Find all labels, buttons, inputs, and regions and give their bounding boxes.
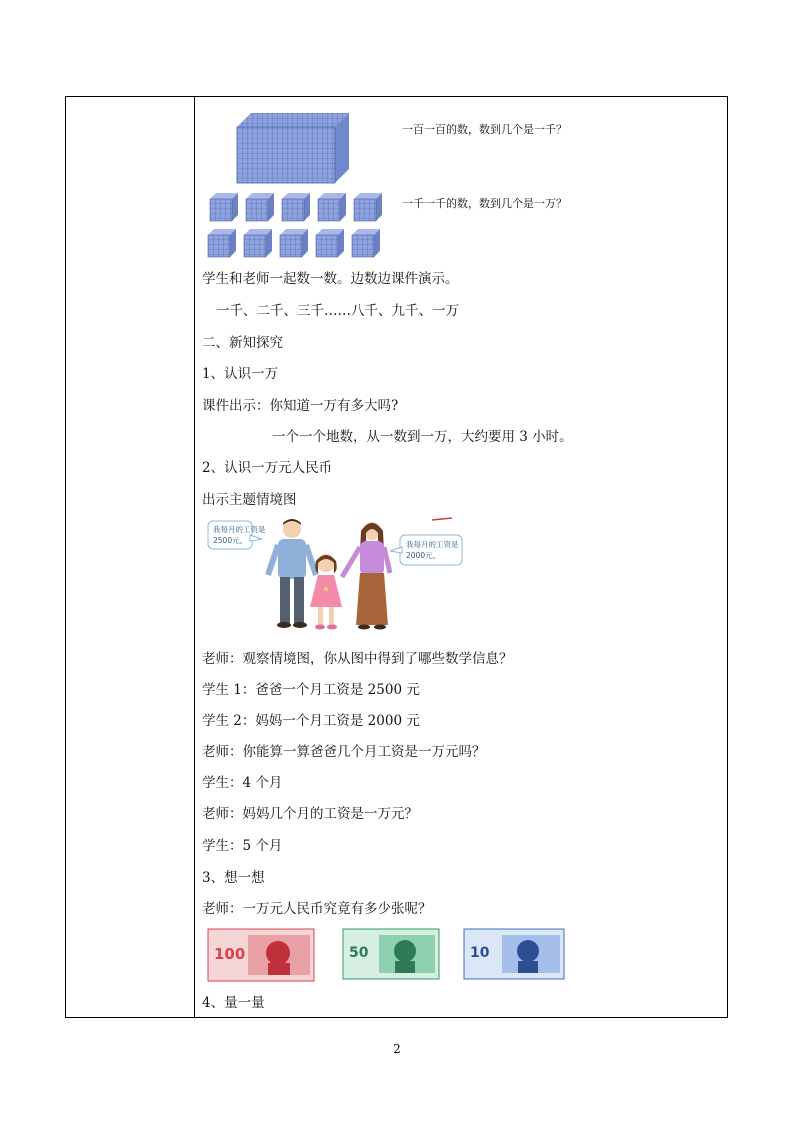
show-scene-text: 出示主题情境图	[202, 492, 297, 508]
column-divider	[194, 97, 195, 1017]
count-together-text: 学生和老师一起数一数。边数边课件演示。	[202, 271, 459, 287]
banknote-50-value: 50	[349, 945, 369, 961]
banknote-100-value: 100	[214, 945, 246, 963]
banknote-100	[208, 929, 314, 981]
item-3-heading: 3、想一想	[202, 870, 265, 886]
item-2-heading: 2、认识一万元人民币	[202, 460, 333, 476]
dad-figure	[268, 519, 316, 628]
item-1-heading: 1、认识一万	[202, 366, 279, 382]
ten-cubes-figure	[210, 193, 390, 259]
teacher-question-2: 老师：你能算一算爸爸几个月工资是一万元吗？	[202, 744, 486, 760]
family-scene-illustration	[206, 517, 466, 637]
student-answer-4: 学生：5 个月	[202, 838, 283, 854]
mom-bubble-line2: 2000元。	[406, 551, 441, 560]
mom-figure	[342, 522, 390, 630]
student-answer-1: 学生 1：爸爸一个月工资是 2500 元	[202, 682, 420, 698]
student-answer-2: 学生 2：妈妈一个月工资是 2000 元	[202, 713, 420, 729]
teacher-question-4: 老师：一万元人民币究竟有多少张呢？	[202, 901, 432, 917]
section-heading: 二、新知探究	[202, 335, 283, 351]
count-sequence-text: 一千、二千、三千……八千、九千、一万	[216, 303, 459, 319]
thousand-cube-figure	[237, 113, 352, 183]
question-thousands: 一千一千的数，数到几个是一万？	[402, 197, 567, 210]
banknote-50	[343, 929, 439, 979]
lesson-content	[202, 97, 721, 1017]
banknote-10	[464, 929, 564, 979]
mom-bubble-line1: 我每月的工资是	[406, 540, 459, 549]
dad-bubble-line1: 我每月的工资是	[213, 525, 266, 534]
teacher-question-3: 老师：妈妈几个月的工资是一万元？	[202, 806, 418, 822]
dad-bubble-line2: 2500元。	[213, 536, 248, 545]
banknote-10-value: 10	[470, 945, 490, 961]
item-4-heading: 4、量一量	[202, 995, 265, 1011]
question-hundreds: 一百一百的数，数到几个是一千？	[402, 123, 567, 136]
teacher-question-1: 老师：观察情境图，你从图中得到了哪些数学信息？	[202, 651, 513, 667]
count-time-text: 一个一个地数，从一数到一万，大约要用 3 小时。	[272, 429, 573, 445]
lesson-table	[65, 96, 728, 1018]
page-number: 2	[393, 1042, 401, 1056]
course-question-text: 课件出示：你知道一万有多大吗?	[202, 398, 399, 414]
student-answer-3: 学生：4 个月	[202, 775, 283, 791]
